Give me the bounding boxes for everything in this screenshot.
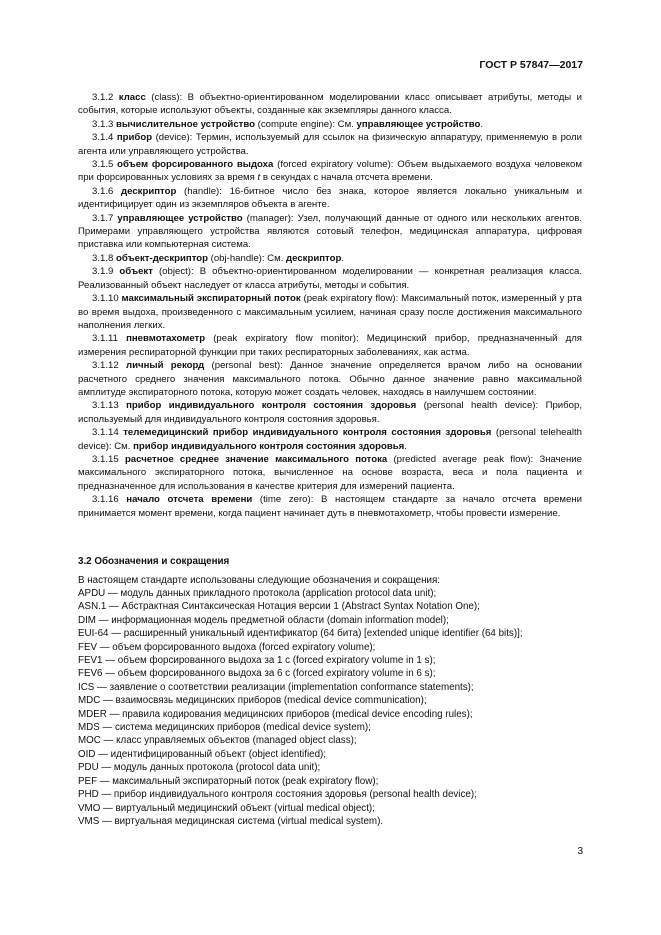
- term-number: 3.1.15: [92, 453, 119, 465]
- term-number: 3.1.4: [92, 132, 114, 144]
- page-number: 3: [577, 846, 583, 857]
- abbreviation-item: EUI-64 — расширенный уникальный идентификатор (64 бита) [extended unique identifier (64 bits)];: [78, 628, 523, 640]
- term-tail: .: [480, 118, 484, 130]
- term-definition: [78, 292, 582, 332]
- term-number: 3.1.13: [92, 400, 119, 412]
- term-text: (peak expiratory flow): Максимальный поток, измеренный у рта во время выдоха, произведенного с максимальным усилием, начиная сразу после достижения максимального наполнения легких.: [78, 293, 583, 331]
- term-definition: [78, 158, 582, 185]
- term-text: (obj-handle): См.: [207, 252, 287, 264]
- term-definition: [78, 399, 582, 426]
- abbreviation-item: VMO — виртуальный медицинский объект (virtual medical object);: [78, 802, 375, 814]
- term-number: 3.1.5: [92, 159, 114, 171]
- abbreviation-item: APDU — модуль данных прикладного протокола (application protocol data unit);: [78, 588, 437, 599]
- abbreviation-item: MDER — правила кодирования медицинских приборов (medical device encoding rules);: [78, 708, 473, 720]
- term-definition: [78, 131, 582, 158]
- term-variable: t: [257, 172, 261, 184]
- abbreviation-item: MOC — класс управляемых объектов (managed object class);: [78, 735, 357, 747]
- document-id: ГОСТ Р 57847—2017: [479, 59, 583, 71]
- term-number: 3.1.12: [92, 360, 119, 372]
- term-text: (time zero): В настоящем стандарте за начало отсчета времени принимается момент времени, когда пациент начинает дуть в пневмотахометр, чтобы провести измерение.: [78, 494, 582, 519]
- term-name: начало отсчета времени: [126, 494, 253, 506]
- term-reference: управляющее устройство: [356, 118, 481, 130]
- term-number: 3.1.9: [92, 266, 114, 278]
- term-name: объект: [119, 266, 153, 278]
- term-definition: [78, 265, 582, 292]
- term-definition: [78, 493, 582, 520]
- term-name: телемедицинский прибор индивидуального контроля состояния здоровья: [123, 427, 492, 439]
- term-definition: [78, 332, 582, 359]
- term-name: класс: [118, 92, 146, 103]
- abbreviation-item: MDC — взаимосвязь медицинских приборов (medical device communication);: [78, 695, 427, 707]
- term-tail: .: [341, 252, 344, 264]
- term-definition: [78, 118, 582, 131]
- term-text: (object): В объектно-ориентированном моделировании — конкретная реализация класса. Реализованный объект наследует от класса атрибуты, методы и события.: [78, 266, 582, 291]
- term-number: 3.1.10: [92, 293, 119, 305]
- abbreviation-item: DIM — информационная модель предметной области (domain information model);: [78, 614, 449, 626]
- section-title: 3.2 Обозначения и сокращения: [78, 556, 230, 567]
- term-number: 3.1.11: [92, 333, 118, 345]
- term-name: объем форсированного выдоха: [117, 159, 274, 171]
- term-text: (handle): 16-битное число без знака, которое является локально уникальным и идентифицирует один из экземпляров объекта в агенте.: [78, 185, 582, 211]
- abbreviation-item: MDS — система медицинских приборов (medical device system);: [78, 722, 371, 734]
- abbreviation-item: OID — идентифицированный объект (object identified);: [78, 748, 327, 760]
- term-text: (compute engine): См.: [255, 118, 357, 130]
- term-text: (personal telehealth device): См.: [78, 427, 582, 452]
- term-number: 3.1.16: [92, 494, 119, 506]
- term-text: (peak expiratory flow monitor): Медицинский прибор, предназначенный для измерения респираторной функции при таких респираторных заболеваниях, как астма.: [78, 333, 582, 358]
- term-name: расчетное среднее значение максимального потока: [124, 453, 388, 465]
- term-number: 3.1.7: [92, 212, 114, 224]
- term-text: (manager): Узел, получающий данные от одного или нескольких агентов. Примерами управляющего устройства являются сотовый телефон, медицинская аппаратура, цифровая приставка или компьютерная система.: [78, 212, 582, 251]
- term-text: (forced expiratory volume): Объем выдыхаемого воздуха человеком при форсированных условиях за время: [78, 159, 582, 184]
- term-text: (device): Термин, используемый для ссылок на физическую аппаратуру, применяемую в роли агента или управляющего устройства.: [78, 132, 583, 157]
- abbreviation-item: ASN.1 — Абстрактная Синтаксическая Нотация версии 1 (Abstract Syntax Notation One);: [78, 601, 480, 613]
- term-definition: [78, 426, 582, 453]
- abbreviation-item: FEV — объем форсированного выдоха (forced expiratory volume);: [78, 641, 376, 653]
- term-definition: [78, 359, 582, 399]
- term-name: прибор индивидуального контроля состояния здоровья: [126, 400, 417, 412]
- term-name: максимальный экспираторный поток: [121, 293, 301, 305]
- term-reference: дескриптор: [286, 252, 342, 264]
- term-name: управляющее устройство: [117, 212, 243, 224]
- term-name: вычислительное устройство: [116, 118, 255, 130]
- term-definition: [78, 453, 582, 493]
- abbreviation-item: FEV6 — объем форсированного выдоха за 6 с (forced expiratory volume in 6 s);: [78, 668, 436, 680]
- term-text: (personal health device): Прибор, используемый для индивидуального контроля состояния здоровья.: [78, 400, 582, 425]
- abbreviation-item: FEV1 — объем форсированного выдоха за 1 с (forced expiratory volume in 1 s);: [78, 655, 436, 667]
- term-number: 3.1.2: [92, 92, 114, 103]
- term-text: (class): В объектно-ориентированном моделировании класс описывает атрибуты, методы и события, которые используют объекты, созданные как экземпляры данного класса.: [78, 92, 582, 117]
- term-number: 3.1.8: [92, 252, 114, 264]
- abbreviation-item: PEF — максимальный экспираторный поток (peak expiratory flow);: [78, 775, 379, 787]
- term-name: прибор: [116, 132, 153, 144]
- term-tail: в секундах с начала отсчета времени.: [260, 172, 433, 184]
- term-number: 3.1.6: [92, 185, 114, 197]
- term-number: 3.1.14: [92, 427, 119, 439]
- term-text: (predicted average peak flow): Значение максимального экспираторного потока, вычисленное на основе возраста, веса и пола пациента и предназначенное для использования в качестве критерия для измерений пациента.: [78, 453, 582, 492]
- abbreviation-item: PHD — прибор индивидуального контроля состояния здоровья (personal health device);: [78, 789, 477, 801]
- term-tail: .: [404, 440, 407, 452]
- term-text: (personal best): Данное значение определяется врачом либо на основании расчетного среднего значения максимального потока. Обычно данное значение равно максимальной амплитуде экспираторного потока, которую может создать человек, находясь в наилучшем состоянии.: [78, 360, 583, 398]
- term-name: дескриптор: [121, 185, 177, 197]
- abbreviation-item: VMS — виртуальная медицинская система (virtual medical system).: [78, 815, 384, 827]
- term-name: личный рекорд: [126, 360, 205, 372]
- term-definition: [78, 212, 582, 252]
- abbreviation-item: PDU — модуль данных протокола (protocol data unit);: [78, 762, 321, 774]
- term-number: 3.1.3: [92, 118, 114, 130]
- term-name: пневмотахометр: [126, 333, 206, 345]
- term-definition: [78, 185, 582, 212]
- term-definition: [78, 91, 582, 118]
- term-reference: прибор индивидуального контроля состояния здоровья: [133, 440, 405, 452]
- abbreviation-list: [78, 587, 588, 828]
- term-name: объект-дескриптор: [116, 252, 208, 264]
- abbreviation-item: ICS — заявление о соответствии реализации (implementation conformance statements);: [78, 681, 474, 693]
- section-intro: В настоящем стандарте использованы следующие обозначения и сокращения:: [78, 575, 441, 586]
- terms-section: [78, 91, 582, 520]
- term-definition: [78, 252, 582, 265]
